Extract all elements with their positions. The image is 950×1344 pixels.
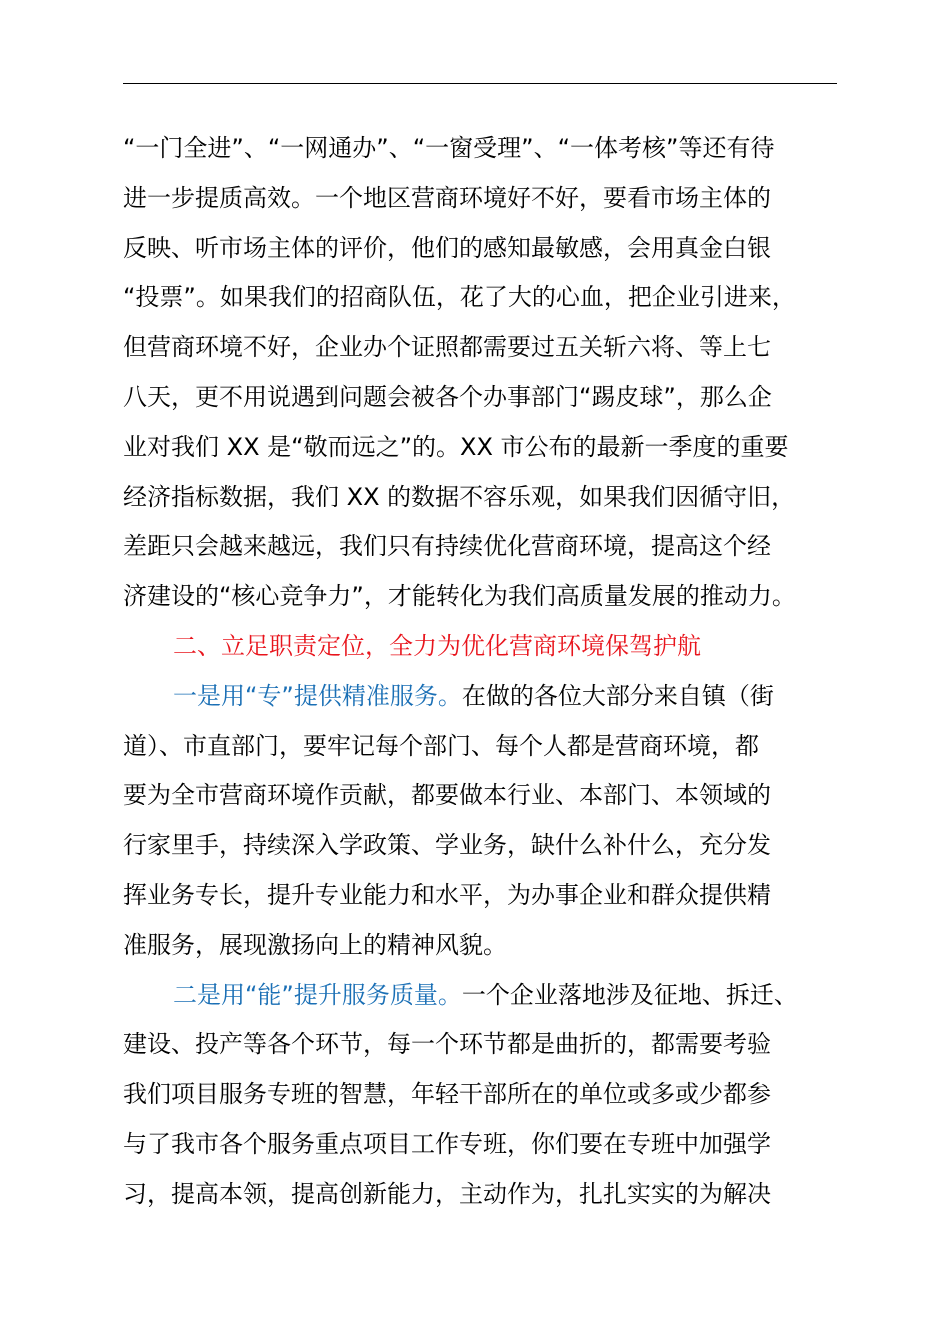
text-line: 要为全市营商环境作贡献，都要做本行业、本部门、本领域的 [123, 781, 771, 810]
text-line: 与了我市各个服务重点项目工作专班，你们要在专班中加强学 [123, 1129, 771, 1158]
header-rule [123, 83, 837, 84]
text-line: 建设、投产等各个环节，每一个环节都是曲折的，都需要考验 [123, 1030, 771, 1059]
text-line: 进一步提质高效。一个地区营商环境好不好，要看市场主体的 [123, 183, 771, 212]
point-1-first-line [123, 672, 847, 722]
text-line: 八天，更不用说遇到问题会被各个办事部门“踢皮球”，那么企 [123, 382, 772, 411]
point-1-first-line-rest: 在做的各位大部分来自镇（街 [461, 681, 774, 710]
point-2-first-line-rest: 一个企业落地涉及征地、拆迁、 [461, 980, 798, 1009]
text-line: “一门全进”、“一网通办”、“一窗受理”、“一体考核”等还有待 [123, 134, 775, 162]
text-line: 我们项目服务专班的智慧，年轻干部所在的单位或多或少都参 [123, 1080, 771, 1109]
point-2-lead: 二是用“能”提升服务质量。 [173, 980, 462, 1009]
paragraph-1 [123, 124, 847, 622]
text-line: 准服务，展现激扬向上的精神风貌。 [123, 930, 507, 959]
text-line: 差距只会越来越远，我们只有持续优化营商环境，提高这个经 [123, 532, 771, 561]
point-2-paragraph [123, 971, 847, 1220]
section-heading: 二、立足职责定位，全力为优化营商环境保驾护航 [173, 631, 701, 660]
point-2-first-line [123, 971, 847, 1021]
document-body [123, 124, 847, 1220]
text-line: “投票”。如果我们的招商队伍，花了大的心血，把企业引进来， [123, 283, 796, 312]
text-line: 挥业务专长，提升专业能力和水平，为办事企业和群众提供精 [123, 880, 771, 909]
text-line: 但营商环境不好，企业办个证照都需要过五关斩六将、等上七 [123, 333, 771, 362]
text-line: 道）、市直部门，要牢记每个部门、每个人都是营商环境，都 [123, 731, 759, 760]
text-line: 业对我们 XX 是“敬而远之”的。XX 市公布的最新一季度的重要 [123, 432, 789, 461]
point-1-paragraph [123, 672, 847, 971]
text-line: 反映、听市场主体的评价，他们的感知最敏感，会用真金白银 [123, 233, 771, 262]
text-line: 行家里手，持续深入学政策、学业务，缺什么补什么，充分发 [123, 831, 771, 860]
text-line: 济建设的“核心竞争力”，才能转化为我们高质量发展的推动力。 [123, 582, 796, 611]
text-line: 经济指标数据，我们 XX 的数据不容乐观，如果我们因循守旧， [123, 482, 796, 511]
text-line: 习，提高本领，提高创新能力，主动作为，扎扎实实的为解决 [123, 1179, 771, 1208]
point-1-lead: 一是用“专”提供精准服务。 [173, 681, 462, 710]
